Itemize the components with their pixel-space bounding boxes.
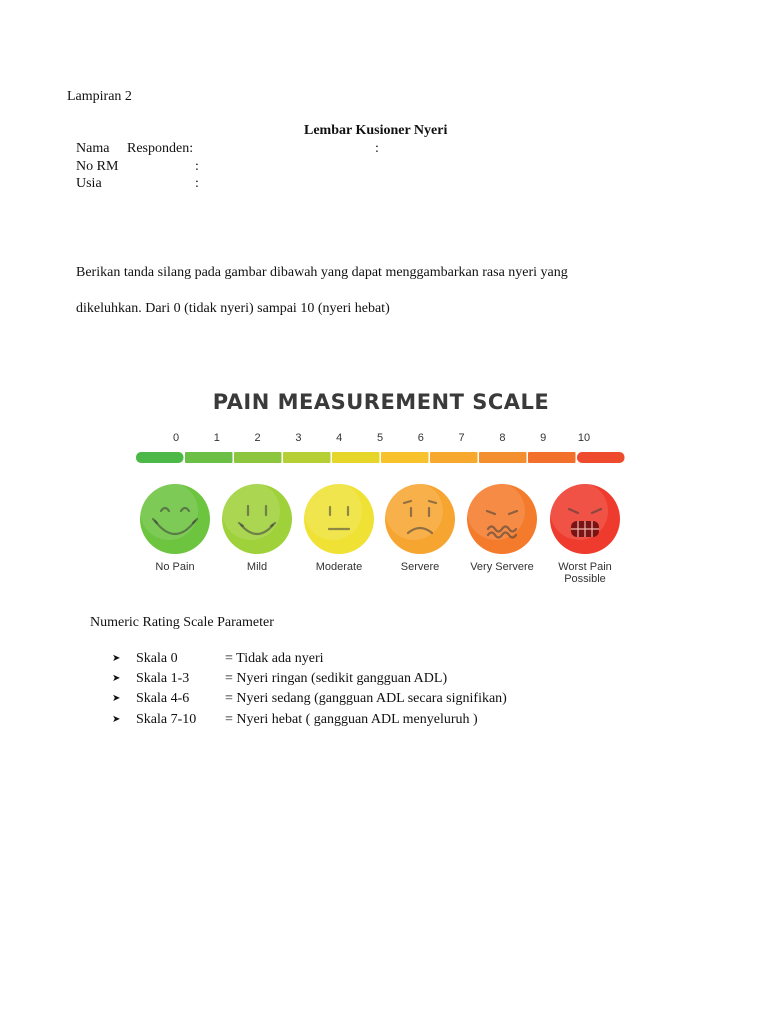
scale-number: 6 [417, 432, 424, 444]
scale-bar-segment [528, 452, 576, 463]
figure-title: PAIN MEASUREMENT SCALE [212, 390, 550, 414]
arrow-bullet-icon: ➤ [112, 653, 121, 664]
norm-colon: : [195, 159, 199, 174]
skala-label: Skala 0 [136, 651, 178, 666]
scale-bar-segment [136, 452, 184, 463]
face-label: Very Servere [470, 561, 534, 573]
arrow-bullet-icon: ➤ [112, 714, 121, 725]
face-label: Moderate [315, 561, 363, 573]
nrs-heading: Numeric Rating Scale Parameter [90, 615, 274, 630]
responden-label: Responden: [127, 141, 194, 156]
page-title: Lembar Kusioner Nyeri [304, 123, 448, 138]
arrow-bullet-icon: ➤ [112, 673, 121, 684]
skala-desc: = Nyeri sedang (gangguan ADL secara signifikan) [225, 691, 507, 706]
nama-label: Nama [76, 141, 110, 156]
responden-colon: : [375, 141, 379, 156]
pain-scale-figure [122, 378, 640, 598]
distressed-face-icon [467, 482, 537, 554]
scale-number: 8 [499, 432, 506, 444]
scale-number: 1 [213, 432, 220, 444]
face-label: No Pain [155, 561, 195, 573]
usia-colon: : [195, 176, 199, 191]
norm-label: No RM [76, 159, 119, 174]
big-smile-face-icon [140, 482, 210, 554]
scale-number: 3 [295, 432, 302, 444]
scale-bar-segment [430, 452, 478, 463]
skala-desc: = Nyeri hebat ( gangguan ADL menyeluruh ) [225, 712, 478, 727]
scale-bar-segment [185, 452, 233, 463]
instruction-line-2: dikeluhkan. Dari 0 (tidak nyeri) sampai 10 (nyeri hebat) [76, 301, 390, 316]
scale-bar-segment [479, 452, 527, 463]
scale-bar-segment [577, 452, 625, 463]
skala-desc: = Nyeri ringan (sedikit gangguan ADL) [225, 671, 448, 686]
scale-bar-segment [283, 452, 331, 463]
scale-number: 0 [172, 432, 180, 444]
scale-bar-segment [332, 452, 380, 463]
skala-label: Skala 1-3 [136, 671, 190, 686]
scale-number: 7 [458, 432, 465, 444]
skala-desc: = Tidak ada nyeri [225, 651, 324, 666]
instruction-line-1: Berikan tanda silang pada gambar dibawah yang dapat menggambarkan rasa nyeri yang [76, 265, 568, 280]
face-label: Worst Pain Possible [558, 561, 612, 585]
skala-label: Skala 7-10 [136, 712, 197, 727]
face-label: Mild [246, 561, 268, 573]
scale-number: 2 [254, 432, 261, 444]
scale-number: 10 [577, 432, 591, 444]
neutral-face-icon [304, 482, 374, 554]
crying-face-icon [550, 482, 620, 554]
scale-number: 4 [336, 432, 343, 444]
frown-face-icon [385, 482, 455, 554]
scale-number: 5 [376, 432, 384, 444]
face-label: Servere [400, 561, 440, 573]
arrow-bullet-icon: ➤ [112, 693, 121, 704]
smile-face-icon [222, 482, 292, 554]
skala-label: Skala 4-6 [136, 691, 190, 706]
scale-number: 9 [540, 432, 547, 444]
appendix-label: Lampiran 2 [67, 89, 132, 104]
usia-label: Usia [76, 176, 102, 191]
scale-bar-segment [234, 452, 282, 463]
scale-bar-segment [381, 452, 429, 463]
